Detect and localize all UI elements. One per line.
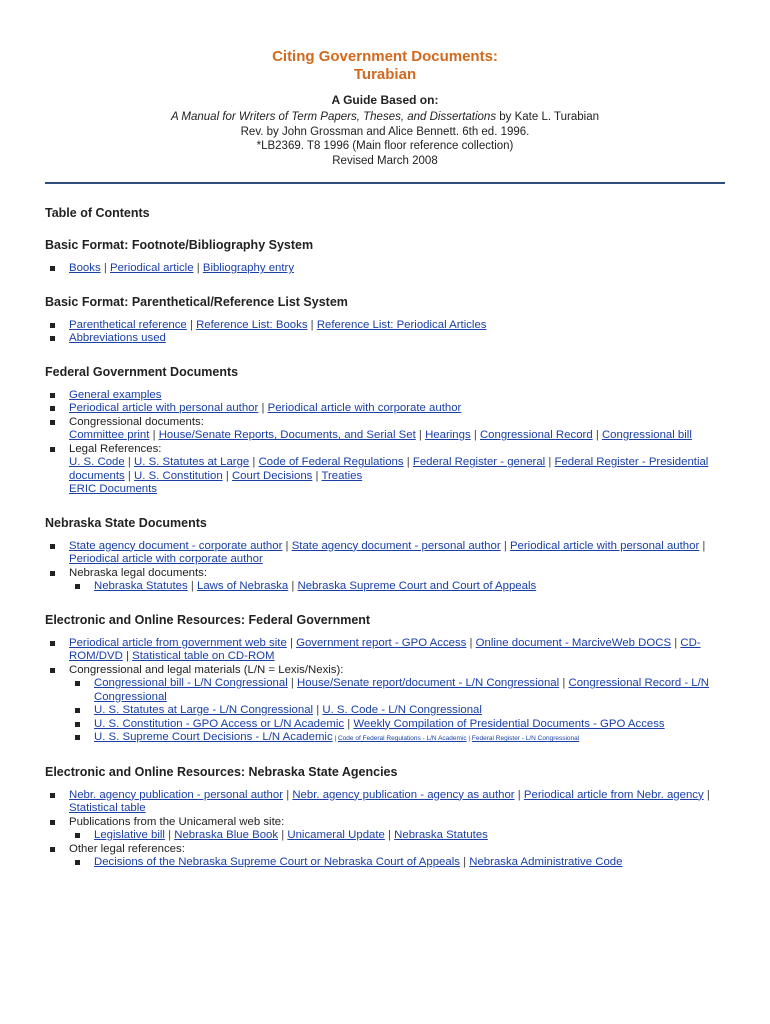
list-item: [69, 332, 725, 346]
list-item: Legislative bill | Nebraska Blue Book | Unicameral Update | Nebraska Statutes: [94, 829, 725, 843]
link-us-code[interactable]: U. S. Code: [69, 456, 125, 468]
link-nebraska-blue-book[interactable]: Nebraska Blue Book: [174, 829, 279, 841]
link-house-senate-report-ln[interactable]: House/Senate report/document - L/N Congressional: [297, 677, 560, 689]
guide-based-on: A Guide Based on:: [331, 93, 439, 107]
electronic-federal-sublist: [69, 677, 725, 746]
link-congressional-record-ln[interactable]: Congressional Record - L/N Congressional: [94, 677, 710, 703]
link-eric-documents[interactable]: ERIC Documents: [69, 483, 157, 495]
other-legal-label: Other legal references:: [69, 842, 185, 855]
link-nebraska-statutes[interactable]: Nebraska Statutes: [94, 580, 188, 592]
link-state-agency-corporate[interactable]: State agency document - corporate author: [69, 539, 283, 552]
link-court-decisions[interactable]: Court Decisions: [231, 469, 313, 482]
link-treaties[interactable]: Treaties: [321, 469, 363, 482]
link-federal-register-general[interactable]: Federal Register - general: [412, 456, 546, 468]
nebraska-list: [45, 540, 725, 594]
link-periodical-nebr-agency[interactable]: Periodical article from Nebr. agency: [523, 788, 704, 801]
parenthetical-list: [45, 319, 725, 346]
list-item: [69, 567, 725, 594]
other-legal-sublist: [69, 856, 725, 870]
unicameral-label: Publications from the Unicameral web site:: [69, 815, 285, 828]
revised-date: Revised March 2008: [332, 154, 438, 167]
list-item: Decisions of the Nebraska Supreme Court or Nebraska Court of Appeals | Nebraska Administrative Code: [94, 856, 725, 870]
link-unicameral-update[interactable]: Unicameral Update: [287, 829, 385, 841]
list-item: [69, 389, 725, 403]
link-congressional-record[interactable]: Congressional Record: [479, 429, 593, 441]
list-item: Books | Periodical article | Bibliography entry: [69, 262, 725, 276]
link-us-statutes[interactable]: U. S. Statutes at Large: [134, 456, 250, 468]
page-title: [45, 48, 725, 84]
link-periodical-corporate[interactable]: Periodical article with corporate author: [267, 402, 462, 414]
link-cd-rom-dvd[interactable]: CD-ROM/DVD: [69, 636, 701, 662]
call-number: *LB2369. T8 1996 (Main floor reference collection): [256, 140, 514, 152]
link-committee-print[interactable]: Committee print: [69, 429, 150, 441]
toc-heading: Table of Contents: [45, 206, 150, 220]
link-parenthetical-reference[interactable]: Parenthetical reference: [69, 318, 187, 331]
congressional-legal-label: Congressional and legal materials (L/N = Lexis/Nexis):: [69, 663, 344, 676]
title-line-2: Turabian: [353, 66, 417, 83]
link-congressional-bill-ln[interactable]: Congressional bill - L/N Congressional: [94, 677, 288, 689]
link-statistical-table[interactable]: Statistical table: [69, 802, 146, 814]
link-ne-periodical-corporate[interactable]: Periodical article with corporate author: [69, 553, 263, 565]
list-item: Parenthetical reference | Reference List: Books | Reference List: Periodical Articles: [69, 319, 725, 333]
link-abbreviations[interactable]: Abbreviations used: [69, 332, 166, 344]
congressional-label: Congressional documents:: [69, 415, 204, 428]
link-reference-list-books[interactable]: Reference List: Books: [196, 318, 308, 331]
link-general-examples[interactable]: General examples: [69, 388, 162, 401]
list-item: [69, 843, 725, 870]
link-laws-of-nebraska[interactable]: Laws of Nebraska: [197, 580, 289, 592]
link-cfr[interactable]: Code of Federal Regulations: [258, 456, 404, 468]
link-periodical-gov-web[interactable]: Periodical article from government web site: [69, 636, 287, 649]
section-heading-footnote: Basic Format: Footnote/Bibliography System: [45, 238, 314, 252]
link-us-code-ln[interactable]: U. S. Code - L/N Congressional: [322, 704, 482, 716]
link-nebraska-statutes-online[interactable]: Nebraska Statutes: [394, 829, 488, 841]
federal-list: [45, 389, 725, 497]
section-heading-nebraska: Nebraska State Documents: [45, 515, 207, 530]
link-weekly-compilation[interactable]: Weekly Compilation of Presidential Documents - GPO Access: [353, 717, 665, 730]
revision-info: Rev. by John Grossman and Alice Bennett. 6th ed. 1996.: [240, 125, 530, 138]
list-item: U. S. Constitution - GPO Access or L/N Academic | Weekly Compilation of Presidential Documents - GPO Access: [94, 718, 725, 732]
link-us-constitution-gpo[interactable]: U. S. Constitution - GPO Access or L/N Academic: [94, 717, 345, 730]
link-supreme-court-ln[interactable]: U. S. Supreme Court Decisions - L/N Academic: [94, 731, 333, 743]
link-cfr-ln[interactable]: Code of Federal Regulations - L/N Academic: [337, 735, 467, 742]
legal-references-label: Legal References:: [69, 442, 162, 455]
link-house-senate-reports[interactable]: House/Senate Reports, Documents, and Serial Set: [158, 429, 416, 441]
source-info: [45, 110, 725, 168]
electronic-nebraska-list: [45, 789, 725, 870]
list-item: U. S. Supreme Court Decisions - L/N Academic | Code of Federal Regulations - L/N Academic | Federal Register - L/N Congressional: [94, 731, 725, 746]
link-ne-administrative-code[interactable]: Nebraska Administrative Code: [469, 856, 623, 868]
list-item: Congressional bill - L/N Congressional | House/Senate report/document - L/N Congressional | Congressional Record - L/N Congressional: [94, 677, 725, 704]
link-nebr-agency-personal[interactable]: Nebr. agency publication - personal author: [69, 788, 284, 801]
link-legislative-bill[interactable]: Legislative bill: [94, 829, 165, 841]
link-reference-list-periodicals[interactable]: Reference List: Periodical Articles: [316, 318, 487, 331]
list-item: [69, 816, 725, 843]
section-heading-electronic-nebraska: Electronic and Online Resources: Nebraska State Agencies: [45, 764, 398, 779]
link-gov-report-gpo[interactable]: Government report - GPO Access: [296, 636, 467, 649]
link-bibliography-entry[interactable]: Bibliography entry: [202, 262, 295, 274]
list-item: Congressional documents: Committee print | House/Senate Reports, Documents, and Serial Set | Hearings | Congressional Record | Congressional bill: [69, 416, 725, 443]
title-line-1: Citing Government Documents:: [272, 48, 498, 65]
section-heading-electronic-federal: Electronic and Online Resources: Federal Government: [45, 612, 371, 627]
list-item: Periodical article from government web site | Government report - GPO Access | Online document - MarciveWeb DOCS | CD-ROM/DVD | Statistical table on CD-ROM: [69, 637, 725, 664]
section-heading-federal: Federal Government Documents: [45, 364, 239, 379]
nebraska-legal-label: Nebraska legal documents:: [69, 566, 208, 579]
nebraska-legal-sublist: [69, 580, 725, 594]
list-item: Nebraska Statutes | Laws of Nebraska | Nebraska Supreme Court and Court of Appeals: [94, 580, 725, 594]
link-federal-register-presidential[interactable]: Federal Register - Presidential documents: [69, 456, 709, 482]
link-online-document-marcive[interactable]: Online document - MarciveWeb DOCS: [475, 636, 672, 649]
link-statistical-table-cdrom[interactable]: Statistical table on CD-ROM: [132, 650, 275, 662]
list-item: U. S. Statutes at Large - L/N Congressional | U. S. Code - L/N Congressional: [94, 704, 725, 718]
document-page: [45, 0, 725, 870]
link-ne-periodical-personal[interactable]: Periodical article with personal author: [509, 539, 700, 552]
list-item: Legal References: U. S. Code | U. S. Statutes at Large | Code of Federal Regulations | Federal Register - general | Federal Register - Presidential documents | U. S. Constitution | Court Decisions | Treaties ERIC Documents: [69, 443, 725, 497]
link-state-agency-personal[interactable]: State agency document - personal author: [291, 539, 501, 552]
footnote-list: [45, 262, 725, 276]
link-congressional-bill[interactable]: Congressional bill: [601, 429, 692, 441]
link-federal-register-ln[interactable]: Federal Register - L/N Congressional: [471, 735, 580, 742]
link-us-statutes-ln[interactable]: U. S. Statutes at Large - L/N Congressional: [94, 704, 314, 716]
link-periodical-personal[interactable]: Periodical article with personal author: [69, 402, 259, 414]
section-heading-parenthetical: Basic Format: Parenthetical/Reference List System: [45, 294, 348, 309]
manual-title: A Manual for Writers of Term Papers, Theses, and Dissertations: [170, 111, 497, 123]
link-nebr-agency-author[interactable]: Nebr. agency publication - agency as author: [292, 788, 515, 801]
list-item: Nebr. agency publication - personal author | Nebr. agency publication - agency as author | Periodical article from Nebr. agency | Statistical table: [69, 789, 725, 816]
electronic-federal-list: [45, 637, 725, 746]
divider: [45, 182, 725, 184]
list-item: Periodical article with personal author | Periodical article with corporate author: [69, 402, 725, 416]
unicameral-sublist: [69, 829, 725, 843]
link-ne-supreme-court[interactable]: Nebraska Supreme Court and Court of Appeals: [297, 580, 537, 592]
list-item: State agency document - corporate author | State agency document - personal author | Periodical article with personal author | Periodical article with corporate author: [69, 540, 725, 567]
list-item: [69, 664, 725, 746]
link-hearings[interactable]: Hearings: [425, 429, 471, 441]
manual-author: by Kate L. Turabian: [496, 111, 600, 123]
link-us-constitution[interactable]: U. S. Constitution: [134, 469, 223, 482]
link-ne-court-decisions[interactable]: Decisions of the Nebraska Supreme Court or Nebraska Court of Appeals: [94, 856, 460, 868]
link-periodical-article[interactable]: Periodical article: [109, 262, 194, 274]
link-books[interactable]: Books: [69, 262, 101, 274]
